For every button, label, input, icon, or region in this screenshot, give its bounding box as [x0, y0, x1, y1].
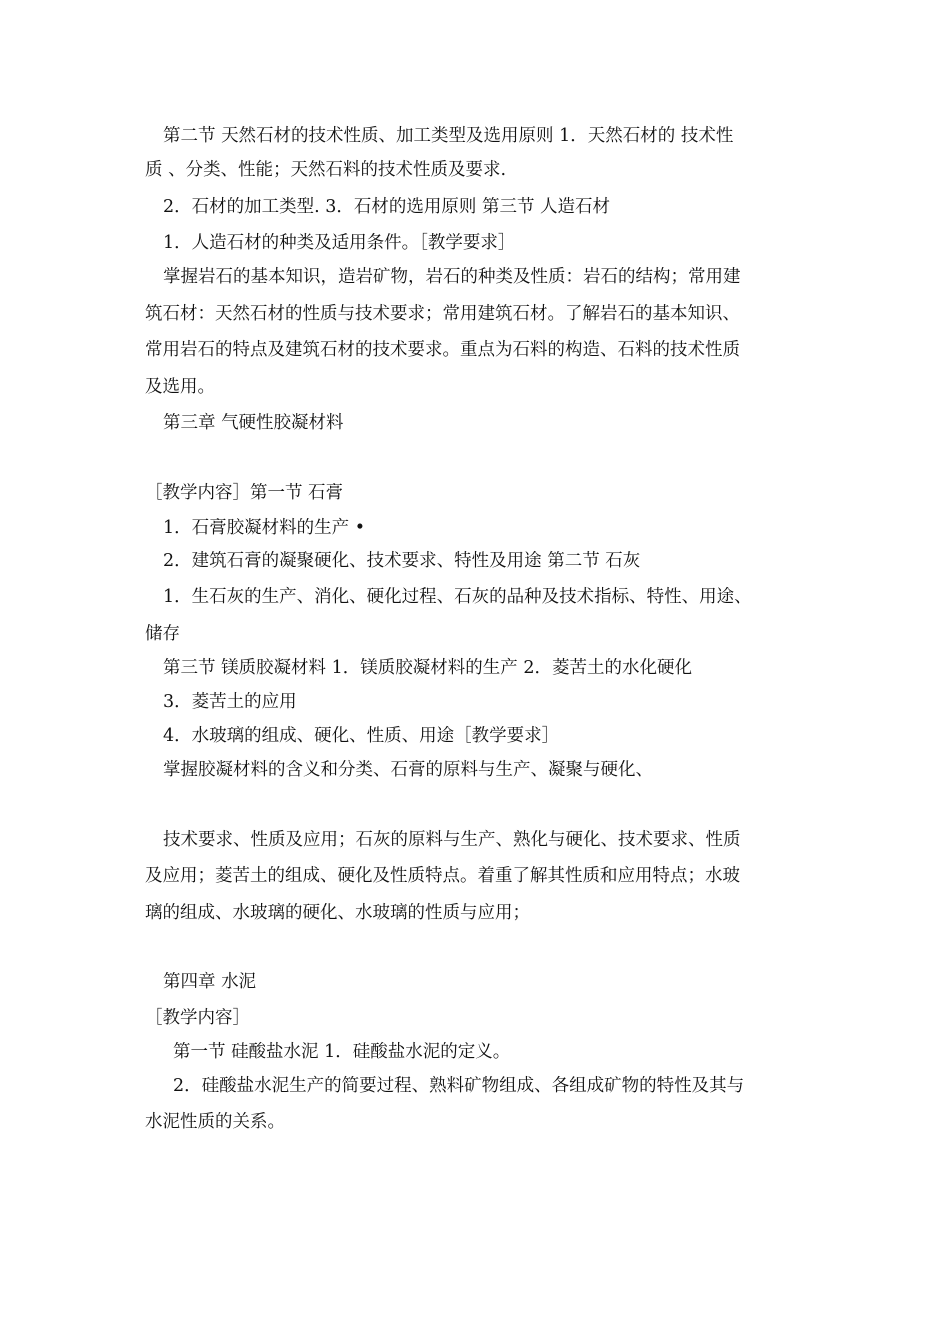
paragraph-line: 第一节 硅酸盐水泥 1．硅酸盐水泥的定义。 [173, 1042, 511, 1062]
paragraph-line: 璃的组成、水玻璃的硬化、水玻璃的性质与应用； [145, 903, 530, 923]
paragraph-line: 第三节 镁质胶凝材料 1．镁质胶凝材料的生产 2．菱苦土的水化硬化 [163, 658, 692, 678]
paragraph-line: ［教学内容］ [145, 1008, 250, 1028]
paragraph-line: 及应用；菱苦土的组成、硬化及性质特点。着重了解其性质和应用特点；水玻 [145, 866, 740, 886]
paragraph-line: 1．人造石材的种类及适用条件。［教学要求］ [163, 233, 516, 253]
paragraph-line: 3．菱苦土的应用 [163, 692, 297, 712]
paragraph-line: 水泥性质的关系。 [145, 1112, 285, 1132]
paragraph-line: 1．生石灰的生产、消化、硬化过程、石灰的品种及技术指标、特性、用途、 [163, 587, 752, 607]
paragraph-line: 常用岩石的特点及建筑石材的技术要求。重点为石料的构造、石料的技术性质 [145, 340, 740, 360]
paragraph-line: 及选用。 [145, 377, 215, 397]
paragraph-line: 质 、分类、性能；天然石料的技术性质及要求. [145, 160, 507, 180]
chapter-heading: 第三章 气硬性胶凝材料 [163, 413, 344, 433]
paragraph-line: 储存 [145, 624, 180, 644]
paragraph-line: 2．石材的加工类型. 3．石材的选用原则 第三节 人造石材 [163, 197, 611, 217]
paragraph-line: 1．石膏胶凝材料的生产 • [163, 518, 366, 538]
paragraph-line: 2．建筑石膏的凝聚硬化、技术要求、特性及用途 第二节 石灰 [163, 551, 641, 571]
paragraph-line: 第二节 天然石材的技术性质、加工类型及选用原则 1．天然石材的 技术性 [163, 126, 734, 146]
paragraph-line: ［教学内容］第一节 石膏 [145, 483, 344, 503]
paragraph-line: 2．硅酸盐水泥生产的简要过程、熟料矿物组成、各组成矿物的特性及其与 [173, 1076, 745, 1096]
paragraph-line: 掌握胶凝材料的含义和分类、石膏的原料与生产、凝聚与硬化、 [163, 760, 653, 780]
paragraph-line: 掌握岩石的基本知识，造岩矿物，岩石的种类及性质：岩石的结构；常用建 [163, 267, 741, 287]
paragraph-line: 筑石材：天然石材的性质与技术要求；常用建筑石材。了解岩石的基本知识、 [145, 304, 740, 324]
paragraph-line: 4．水玻璃的组成、硬化、性质、用途［教学要求］ [163, 726, 560, 746]
chapter-heading: 第四章 水泥 [163, 972, 257, 992]
paragraph-line: 技术要求、性质及应用；石灰的原料与生产、熟化与硬化、技术要求、性质 [163, 830, 741, 850]
